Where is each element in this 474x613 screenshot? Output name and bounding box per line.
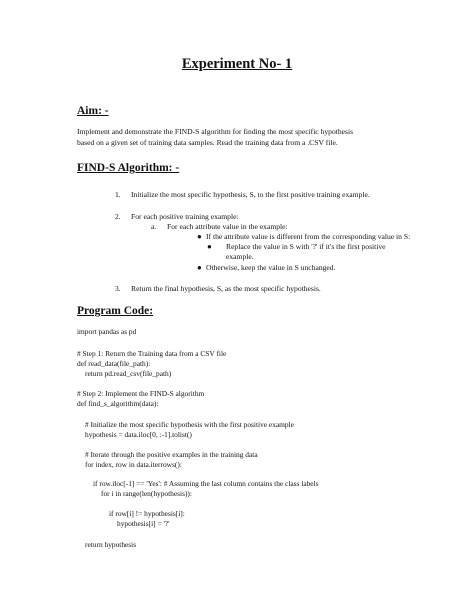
code-line: # Initialize the most specific hypothesis with the first positive example — [85, 420, 294, 429]
bullet-icon: ● — [197, 263, 202, 272]
aim-heading: Aim: - — [77, 105, 109, 117]
bullet-1-text: If the attribute value is different from the corresponding value in S: — [206, 232, 411, 241]
bullet-2-text: Otherwise, keep the value in S unchanged. — [206, 263, 336, 272]
code-line: hypothesis[i] = '?' — [117, 519, 170, 528]
aim-line-2: based on a given set of training data samples. Read the training data from a .CSV file. — [77, 138, 338, 147]
code-line: def find_s_algorithm(data): — [77, 399, 159, 408]
code-line: for i in range(len(hypothesis)): — [101, 489, 192, 498]
step-1-text: Initialize the most specific hypothesis, S, to the first positive training example. — [131, 190, 370, 199]
bullet-icon: ● — [197, 232, 202, 241]
algorithm-heading: FIND-S Algorithm: - — [77, 162, 180, 174]
bullet-icon: ● — [207, 242, 212, 251]
aim-line-1: Implement and demonstrate the FIND-S algorithm for finding the most specific hypothesis — [77, 127, 354, 136]
step-2-number: 2. — [115, 212, 121, 221]
bullet-1a-continuation: example. — [226, 252, 254, 261]
step-1-number: 1. — [115, 190, 121, 199]
program-heading: Program Code: — [77, 305, 154, 317]
code-line: # Step 1: Return the Training data from a CSV file — [77, 349, 227, 358]
step-2a-label: a. — [151, 222, 157, 231]
code-line: return hypothesis — [85, 540, 137, 549]
code-line: hypothesis = data.iloc[0, :-1].tolist() — [85, 430, 192, 439]
code-line: def read_data(file_path): — [77, 359, 151, 368]
code-line: # Step 2: Implement the FIND-S algorithm — [77, 389, 205, 398]
code-line: if row.iloc[-1] == 'Yes': # Assuming the last column contains the class labels — [93, 479, 319, 488]
step-3-text: Return the final hypothesis, S, as the most specific hypothesis. — [131, 284, 321, 293]
code-line: # Iterate through the positive examples in the training data — [85, 450, 258, 459]
code-line: if row[i] != hypothesis[i]: — [109, 509, 185, 518]
step-2a-text: For each attribute value in the example: — [167, 222, 288, 231]
bullet-1a-text: Replace the value in S with '?' if it's the first positive — [226, 242, 386, 251]
code-line: for index, row in data.iterrows(): — [85, 460, 182, 469]
page-title: Experiment No- 1 — [181, 56, 293, 72]
code-line: import pandas as pd — [77, 327, 137, 336]
code-line: return pd.read_csv(file_path) — [85, 369, 172, 378]
step-3-number: 3. — [115, 284, 121, 293]
step-2-text: For each positive training example: — [131, 212, 239, 221]
